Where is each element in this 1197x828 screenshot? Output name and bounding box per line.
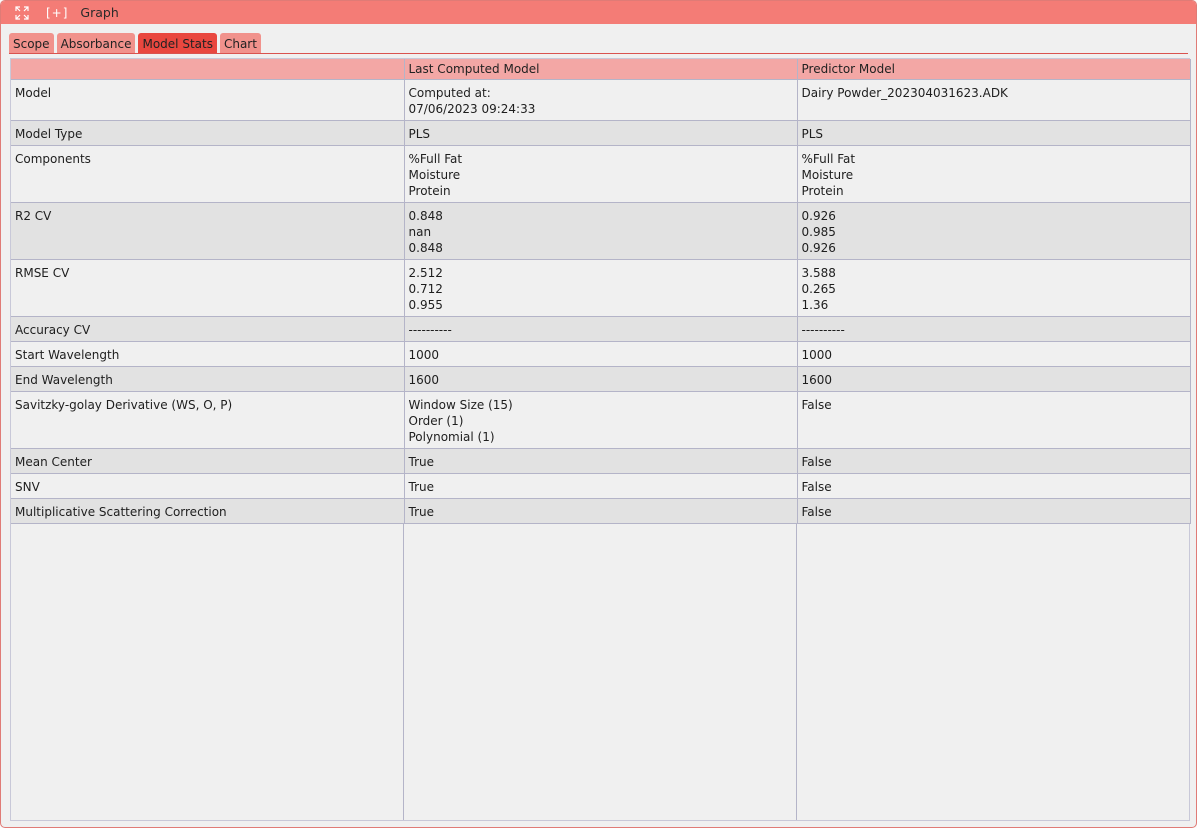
cell-value: Moisture (801, 167, 854, 182)
last-model-cell (404, 448, 797, 473)
table-row (11, 120, 1190, 145)
row-label: Savitzky-golay Derivative (WS, O, P) (11, 391, 404, 448)
row-label: RMSE CV (11, 259, 404, 316)
cell-value: ---------- (801, 322, 845, 337)
predictor-model-cell (797, 259, 1190, 316)
cell-value: 2.512 (408, 265, 443, 280)
cell-value: 1000 (801, 347, 833, 362)
row-label: Start Wavelength (11, 341, 404, 366)
cell-value: False (801, 454, 832, 469)
cell-value: nan (408, 224, 432, 239)
tab-chart[interactable]: Chart (220, 33, 261, 54)
cell-value: True (408, 454, 434, 469)
row-label: R2 CV (11, 202, 404, 259)
cell-value: 1.36 (801, 297, 829, 312)
cell-value: 0.955 (408, 297, 443, 312)
predictor-model-cell (797, 473, 1190, 498)
cell-value: 0.926 (801, 240, 836, 255)
predictor-model-cell (797, 79, 1190, 120)
table-row (11, 202, 1190, 259)
predictor-model-cell (797, 391, 1190, 448)
last-model-cell (404, 473, 797, 498)
cell-value: PLS (801, 126, 824, 141)
table-row (11, 341, 1190, 366)
cell-value: ---------- (408, 322, 452, 337)
cell-value: 0.265 (801, 281, 836, 296)
table-body (11, 79, 1190, 523)
row-label: Accuracy CV (11, 316, 404, 341)
tab-bar (9, 33, 261, 54)
row-label: Multiplicative Scattering Correction (11, 498, 404, 523)
table-row (11, 448, 1190, 473)
cell-value: 07/06/2023 09:24:33 (408, 101, 536, 116)
header-predictor-model: Predictor Model (797, 59, 1190, 79)
cell-value: Window Size (15) (408, 397, 513, 412)
add-panel-button[interactable]: [+] (46, 5, 69, 20)
row-label: Model Type (11, 120, 404, 145)
row-label: Components (11, 145, 404, 202)
row-label: Model (11, 79, 404, 120)
predictor-model-cell (797, 120, 1190, 145)
cell-value: PLS (408, 126, 431, 141)
table-row (11, 473, 1190, 498)
predictor-model-cell (797, 448, 1190, 473)
cell-value: False (801, 479, 832, 494)
row-label: Mean Center (11, 448, 404, 473)
tab-scope[interactable]: Scope (9, 33, 54, 54)
last-model-cell (404, 120, 797, 145)
cell-value: True (408, 479, 434, 494)
table-row (11, 259, 1190, 316)
cell-value: Protein (801, 183, 844, 198)
cell-value: Polynomial (1) (408, 429, 495, 444)
cell-value: Order (1) (408, 413, 464, 428)
cell-value: False (801, 504, 832, 519)
expand-icon[interactable] (14, 5, 30, 21)
cell-value: Computed at: (408, 85, 491, 100)
predictor-model-cell (797, 341, 1190, 366)
cell-value: 0.712 (408, 281, 443, 296)
cell-value: Moisture (408, 167, 461, 182)
last-model-cell (404, 341, 797, 366)
model-stats-table (11, 59, 1191, 524)
last-model-cell (404, 145, 797, 202)
header-last-computed-model: Last Computed Model (404, 59, 797, 79)
last-model-cell (404, 259, 797, 316)
cell-value: 3.588 (801, 265, 836, 280)
tab-absorbance[interactable]: Absorbance (57, 33, 136, 54)
predictor-model-cell (797, 498, 1190, 523)
tab-model-stats[interactable]: Model Stats (138, 33, 216, 54)
cell-value: 1000 (408, 347, 440, 362)
cell-value: %Full Fat (801, 151, 856, 166)
predictor-model-cell (797, 316, 1190, 341)
table-row (11, 391, 1190, 448)
table-header-row (11, 59, 1190, 79)
tab-underline (9, 53, 1188, 54)
cell-value: Dairy Powder_202304031623.ADK (801, 85, 1008, 100)
last-model-cell (404, 366, 797, 391)
predictor-model-cell (797, 202, 1190, 259)
last-model-cell (404, 316, 797, 341)
table-row (11, 498, 1190, 523)
last-model-cell (404, 202, 797, 259)
last-model-cell (404, 391, 797, 448)
predictor-model-cell (797, 366, 1190, 391)
row-label: End Wavelength (11, 366, 404, 391)
table-row (11, 316, 1190, 341)
cell-value: 0.985 (801, 224, 836, 239)
window-title: Graph (80, 5, 119, 20)
table-row (11, 145, 1190, 202)
cell-value: 1600 (408, 372, 440, 387)
header-property (11, 59, 404, 79)
model-stats-panel (10, 58, 1190, 821)
table-row (11, 366, 1190, 391)
cell-value: True (408, 504, 434, 519)
last-model-cell (404, 498, 797, 523)
row-label: SNV (11, 473, 404, 498)
cell-value: 1600 (801, 372, 833, 387)
last-model-cell (404, 79, 797, 120)
cell-value: 0.848 (408, 240, 443, 255)
predictor-model-cell (797, 145, 1190, 202)
title-bar (1, 1, 1196, 24)
cell-value: False (801, 397, 832, 412)
cell-value: %Full Fat (408, 151, 463, 166)
cell-value: Protein (408, 183, 451, 198)
cell-value: 0.926 (801, 208, 836, 223)
table-row (11, 79, 1190, 120)
cell-value: 0.848 (408, 208, 443, 223)
